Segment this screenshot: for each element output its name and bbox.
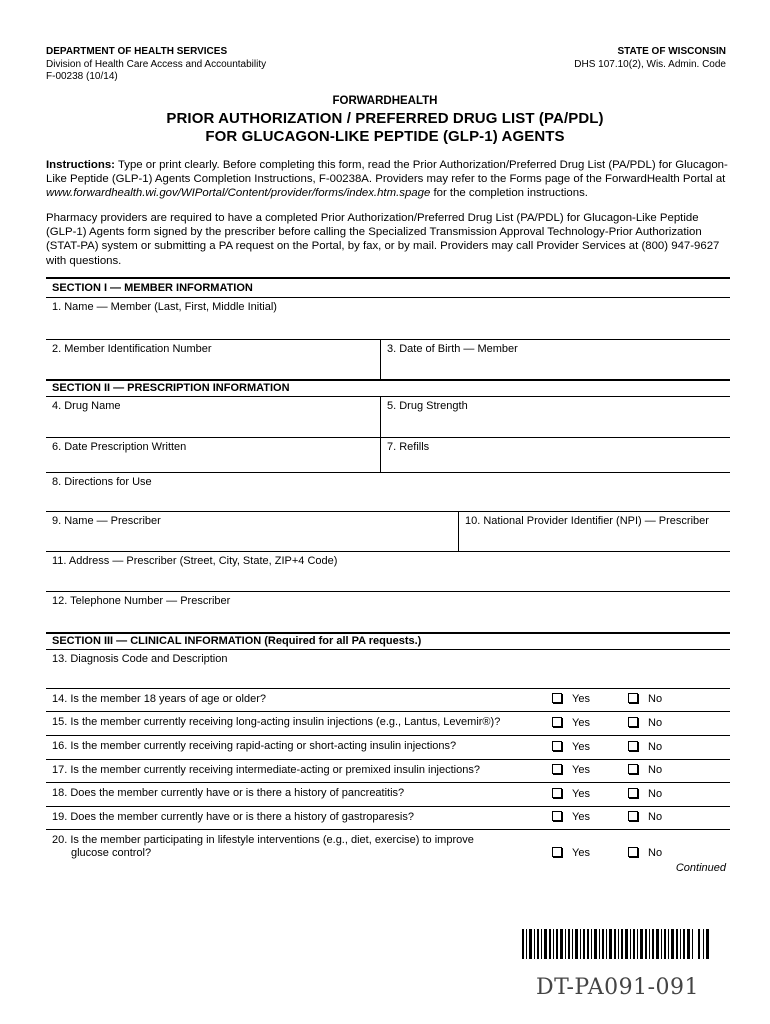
no-label: No: [648, 717, 663, 729]
q19-no-option[interactable]: [628, 811, 662, 823]
no-label: No: [648, 741, 663, 753]
checkbox-icon[interactable]: [552, 717, 562, 727]
date-written-field[interactable]: [46, 438, 380, 472]
section3-title: SECTION III — CLINICAL INFORMATION (Required for all PA requests.): [52, 635, 422, 647]
yes-label: Yes: [572, 788, 590, 800]
department-name: DEPARTMENT OF HEALTH SERVICES: [46, 46, 228, 57]
document-code: DT-PA091-091: [536, 975, 699, 1000]
question-row: [46, 783, 730, 807]
no-label: No: [648, 764, 663, 776]
date-written-label: 6. Date Prescription Written: [52, 441, 187, 453]
checkbox-icon[interactable]: [628, 764, 638, 774]
prescriber-npi-label: 10. National Provider Identifier (NPI) — Prescriber: [465, 515, 709, 527]
forms-page-link[interactable]: www.forwardhealth.wi.gov/WIPortal/Content/provider/forms/index.htm.spage: [46, 187, 431, 200]
question-17-text: 17. Is the member currently receiving intermediate-acting or premixed insulin injections?: [52, 764, 480, 776]
instructions-label: Instructions:: [46, 159, 115, 171]
no-label: No: [648, 693, 663, 705]
admin-code: DHS 107.10(2), Wis. Admin. Code: [574, 58, 726, 70]
directions-label: 8. Directions for Use: [52, 476, 152, 488]
barcode-icon: [522, 929, 712, 959]
checkbox-icon[interactable]: [628, 717, 638, 727]
no-label: No: [648, 811, 663, 823]
pharmacy-paragraph: Pharmacy providers are required to have a completed Prior Authorization/Preferred Drug List (PA/PDL) for Glucagon-Like Peptide (GLP-1) Agents form signed by the prescriber before calling the Specialized Transmission Approval Technology-Prior Authorization (STAT-PA) system or submitting a PA request on the Portal, by fax, or by mail. Providers may call Provider Services at (800) 947-9627 with questions.: [46, 212, 720, 267]
prescriber-npi-field[interactable]: [458, 512, 730, 551]
checkbox-icon[interactable]: [552, 693, 562, 703]
prescriber-phone-label: 12. Telephone Number — Prescriber: [52, 595, 231, 607]
section1-header: [46, 279, 730, 298]
question-row: [46, 712, 730, 736]
date-refills-row: [46, 438, 730, 473]
refills-field[interactable]: [380, 438, 730, 472]
checkbox-icon[interactable]: [552, 847, 562, 857]
question-row: [46, 689, 730, 712]
yes-label: Yes: [572, 693, 590, 705]
question-20-line2: glucose control?: [71, 847, 152, 859]
checkbox-icon[interactable]: [552, 741, 562, 751]
no-label: No: [648, 788, 663, 800]
prescriber-phone-field[interactable]: [46, 592, 730, 634]
checkbox-icon[interactable]: [628, 693, 638, 703]
refills-label: 7. Refills: [387, 441, 430, 453]
question-15-text: 15. Is the member currently receiving long-acting insulin injections (e.g., Lantus, Levemir®)?: [52, 716, 501, 728]
prescriber-name-label: 9. Name — Prescriber: [52, 515, 161, 527]
member-dob-label: 3. Date of Birth — Member: [387, 343, 518, 355]
q15-no-option[interactable]: [628, 717, 662, 729]
question-14-text: 14. Is the member 18 years of age or older?: [52, 693, 267, 705]
q20-yes-option[interactable]: [552, 847, 590, 859]
division-name: Division of Health Care Access and Accountability: [46, 58, 267, 70]
checkbox-icon[interactable]: [628, 741, 638, 751]
yes-label: Yes: [572, 847, 590, 859]
question-20-line1: 20. Is the member participating in lifestyle interventions (e.g., diet, exercise) to improve: [52, 834, 474, 846]
checkbox-icon[interactable]: [552, 764, 562, 774]
q17-no-option[interactable]: [628, 764, 662, 776]
member-id-label: 2. Member Identification Number: [52, 343, 212, 355]
yes-label: Yes: [572, 717, 590, 729]
prescriber-name-field[interactable]: [46, 512, 458, 551]
checkbox-icon[interactable]: [628, 811, 638, 821]
prescriber-address-field[interactable]: [46, 552, 730, 592]
q14-yes-option[interactable]: [552, 693, 590, 705]
drug-name-label: 4. Drug Name: [52, 400, 121, 412]
drug-strength-label: 5. Drug Strength: [387, 400, 468, 412]
checkbox-icon[interactable]: [552, 788, 562, 798]
instructions-text: Type or print clearly. Before completing this form, read the Prior Authorization/Preferred Drug List (PA/PDL) for Glucagon-Like Peptide (GLP-1) Agents Completion Instructions, F-00238A. Providers may refer to the Forms page of the ForwardHealth Portal at: [46, 159, 728, 186]
q14-no-option[interactable]: [628, 693, 662, 705]
instructions-text-end: for the completion instructions.: [430, 187, 588, 200]
question-18-text: 18. Does the member currently have or is there a history of pancreatitis?: [52, 787, 405, 799]
yes-label: Yes: [572, 811, 590, 823]
section1-title: SECTION I — MEMBER INFORMATION: [52, 282, 253, 294]
checkbox-icon[interactable]: [628, 788, 638, 798]
q18-no-option[interactable]: [628, 788, 662, 800]
directions-field[interactable]: [46, 473, 730, 512]
checkbox-icon[interactable]: [552, 811, 562, 821]
member-name-field[interactable]: [46, 298, 730, 340]
diagnosis-field[interactable]: [46, 650, 730, 689]
section2-header: [46, 381, 730, 397]
question-row: [46, 830, 730, 865]
question-19-text: 19. Does the member currently have or is there a history of gastroparesis?: [52, 811, 414, 823]
member-id-dob-row: [46, 340, 730, 381]
section2-title: SECTION II — PRESCRIPTION INFORMATION: [52, 382, 290, 394]
question-row: [46, 760, 730, 783]
member-id-field[interactable]: [46, 340, 380, 379]
drug-strength-field[interactable]: [380, 397, 730, 437]
prescriber-address-label: 11. Address — Prescriber (Street, City, State, ZIP+4 Code): [52, 555, 338, 567]
diagnosis-label: 13. Diagnosis Code and Description: [52, 653, 228, 665]
question-row: [46, 807, 730, 830]
member-name-label: 1. Name — Member (Last, First, Middle Initial): [52, 301, 277, 313]
state-header: [574, 46, 726, 71]
q19-yes-option[interactable]: [552, 811, 590, 823]
form-title-line2: FOR GLUCAGON-LIKE PEPTIDE (GLP-1) AGENTS: [205, 128, 565, 145]
member-dob-field[interactable]: [380, 340, 730, 379]
question-row: [46, 736, 730, 760]
question-16-text: 16. Is the member currently receiving rapid-acting or short-acting insulin injections?: [52, 740, 457, 752]
form-title-line1: PRIOR AUTHORIZATION / PREFERRED DRUG LIST (PA/PDL): [166, 110, 604, 127]
q17-yes-option[interactable]: [552, 764, 590, 776]
q16-yes-option[interactable]: [552, 741, 590, 753]
prescriber-row: [46, 512, 730, 552]
q20-no-option[interactable]: [628, 847, 662, 859]
agency-header: [46, 46, 266, 84]
checkbox-icon[interactable]: [628, 847, 638, 857]
drug-row: [46, 397, 730, 438]
section3-header: [46, 634, 730, 650]
yes-label: Yes: [572, 741, 590, 753]
yes-label: Yes: [572, 764, 590, 776]
form-number: F-00238 (10/14): [46, 71, 118, 82]
question-20-text: [52, 834, 474, 860]
q15-yes-option[interactable]: [552, 717, 590, 729]
q16-no-option[interactable]: [628, 741, 662, 753]
drug-name-field[interactable]: [46, 397, 380, 437]
instructions-paragraph: [46, 158, 730, 201]
no-label: No: [648, 847, 663, 859]
continued-note: Continued: [675, 862, 726, 874]
pa-form: [46, 277, 730, 859]
program-name: FORWARDHEALTH: [332, 95, 438, 107]
q18-yes-option[interactable]: [552, 788, 590, 800]
state-name: STATE OF WISCONSIN: [617, 46, 726, 57]
